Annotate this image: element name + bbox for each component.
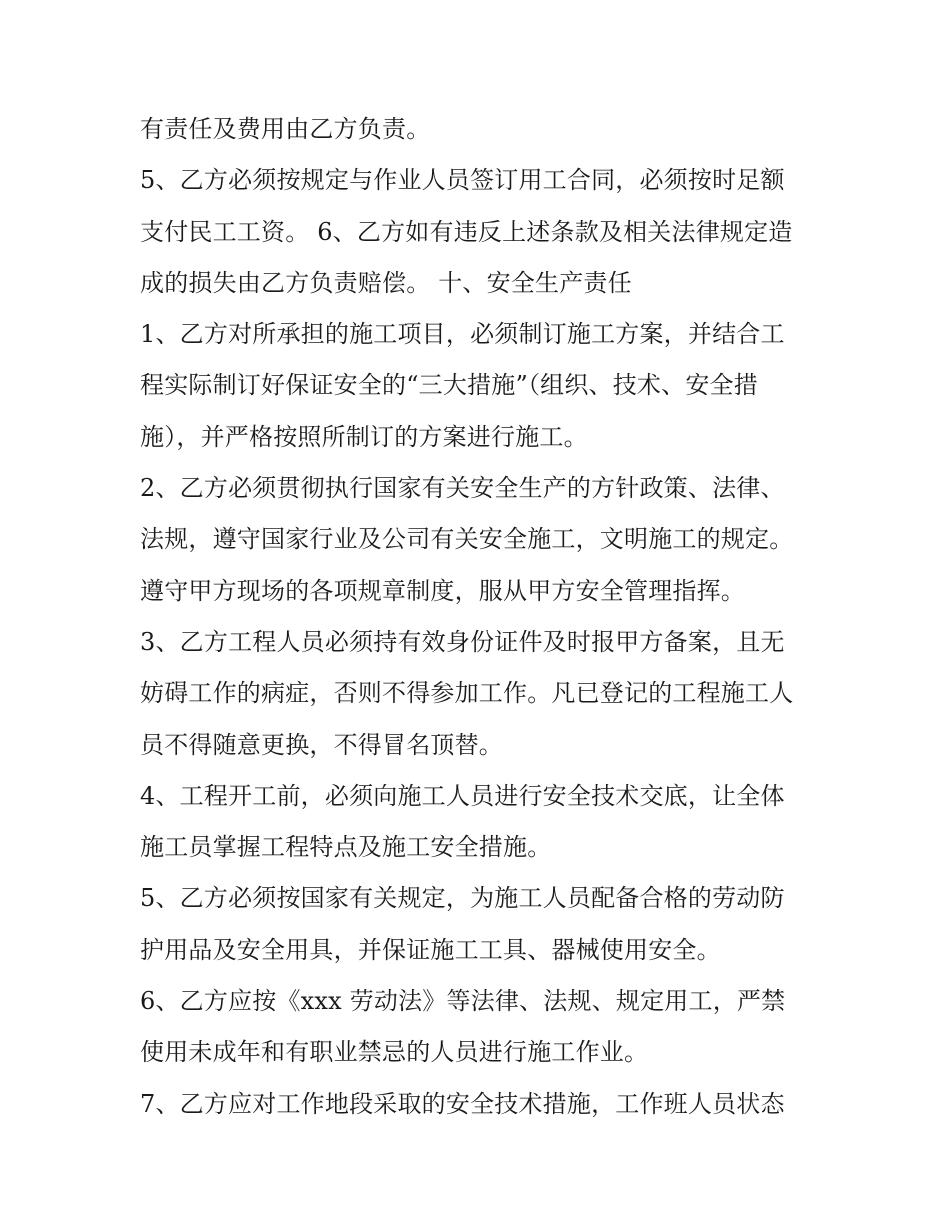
text-line: 有责任及费用由乙方负责。 [140,115,431,143]
text-line: 成的损失由乙方负责赔偿。 十、安全生产责任 [140,268,632,297]
text-line: 护用品及安全用具，并保证施工工具、器械使用安全。 [140,935,721,964]
text-line: 1、乙方对所承担的施工项目，必须制订施工方案，并结合工 [140,320,785,349]
text-line: 员不得随意更换，不得冒名顶替。 [140,730,503,759]
text-line: 6、乙方应按《xxx 劳动法》等法律、法规、规定用工，严禁 [140,987,786,1016]
text-line: 7、乙方应对工作地段采取的安全技术措施，工作班人员状态 [140,1089,785,1118]
text-line: 妨碍工作的病症，否则不得参加工作。凡已登记的工程施工人 [140,679,794,708]
text-line: 4、工程开工前，必须向施工人员进行安全技术交底，让全体 [140,781,785,810]
text-line: 5、乙方必须按国家有关规定，为施工人员配备合格的劳动防 [140,884,785,913]
text-line: 5、乙方必须按规定与作业人员签订用工合同，必须按时足额 [140,166,785,195]
text-line: 程实际制订好保证安全的“三大措施”（组织、技术、安全措 [140,371,758,400]
text-line: 使用未成年和有职业禁忌的人员进行施工作业。 [140,1038,649,1067]
text-line: 3、乙方工程人员必须持有效身份证件及时报甲方备案，且无 [140,627,785,656]
text-line: 支付民工工资。 6、乙方如有违反上述条款及相关法律规定造 [140,217,793,246]
text-line: 法规，遵守国家行业及公司有关安全施工，文明施工的规定。 [140,525,794,554]
document-body [140,104,820,1130]
text-line: 遵守甲方现场的各项规章制度，服从甲方安全管理指挥。 [140,576,745,605]
text-line: 施工员掌握工程特点及施工安全措施。 [140,833,552,862]
text-line: 施），并严格按照所制订的方案进行施工。 [140,422,588,451]
text-line: 2、乙方必须贯彻执行国家有关安全生产的方针政策、法律、 [140,474,785,503]
